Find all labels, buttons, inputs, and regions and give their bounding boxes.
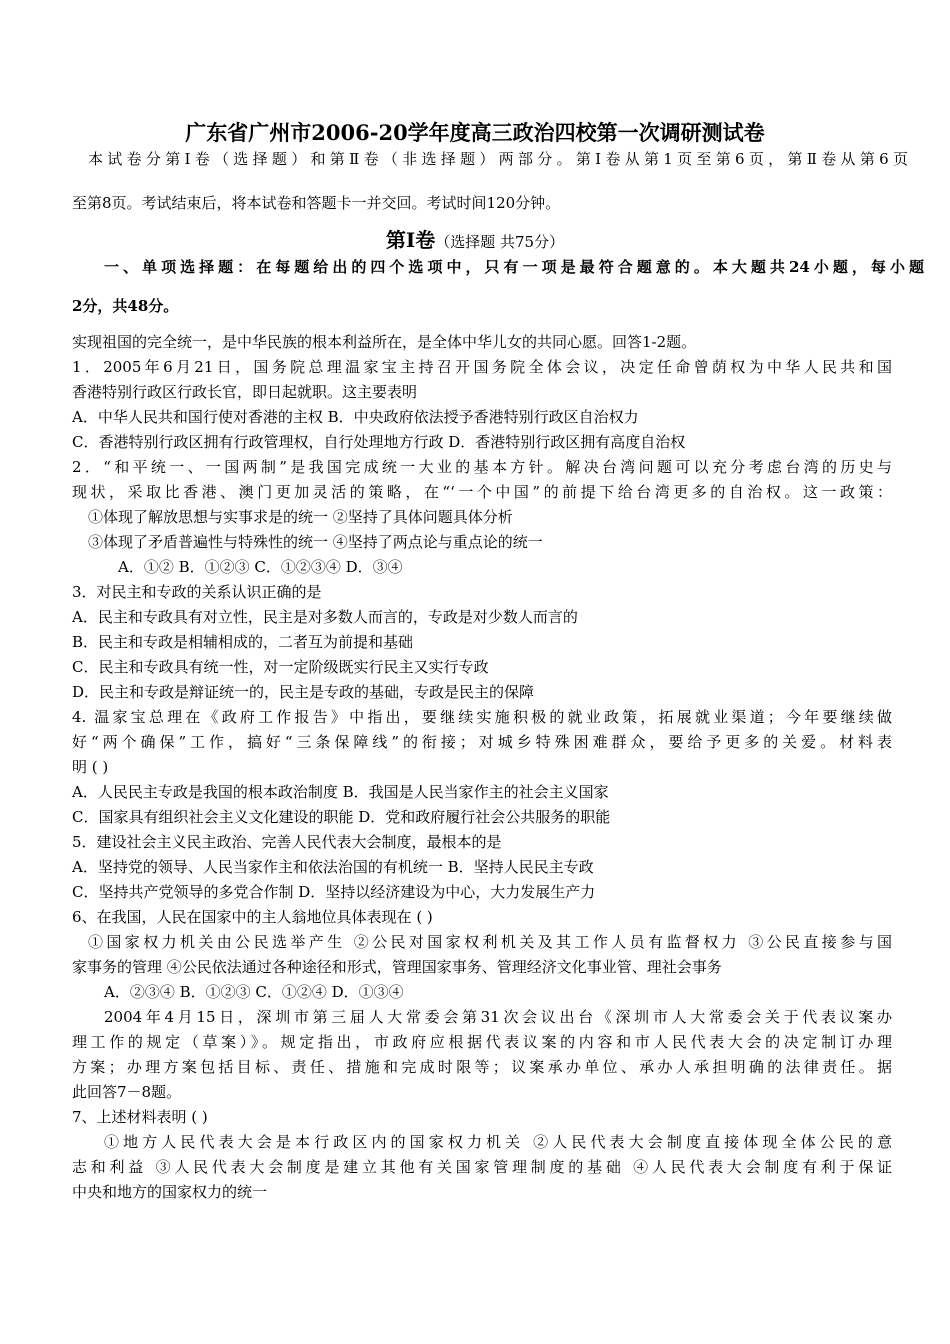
- question-6-statements-1: ①国家权力机关由公民选举产生 ②公民对国家权利机关及其工作人员有监督权力 ③公民直接参与国: [88, 933, 892, 951]
- question-1-stem-1: 1．2005年6月21日，国务院总理温家宝主持召开国务院全体会议，决定任命曾荫权为中华人民共和国: [72, 358, 892, 376]
- section-subtitle: （选择题 共75分）: [435, 233, 565, 251]
- question-1-options-ab: A．中华人民共和国行使对香港的主权 B．中央政府依法授予香港特别行政区自治权力: [72, 408, 639, 426]
- question-5-stem: 5．建设社会主义民主政治、完善人民代表大会制度，最根本的是: [72, 833, 502, 851]
- question-3-option-a: A．民主和专政具有对立性，民主是对多数人而言的，专政是对少数人而言的: [72, 608, 578, 626]
- material-7-8-line-3: 方案；办理方案包括目标、责任、措施和完成时限等；议案承办单位、承办人承担明确的法律责任。据: [72, 1058, 892, 1076]
- question-5-options-cd: C．坚持共产党领导的多党合作制 D．坚持以经济建设为中心，大力发展生产力: [72, 883, 596, 901]
- material-7-8-line-2: 理工作的规定（草案）》。规定指出，市政府应根据代表议案的内容和市人民代表大会的决定制订办理: [72, 1033, 892, 1051]
- question-2-stem-1: 2．“和平统一、一国两制”是我国完成统一大业的基本方针。解决台湾问题可以充分考虑台湾的历史与: [72, 458, 892, 476]
- section-heading: [0, 229, 950, 253]
- question-4-options-ab: A．人民民主专政是我国的根本政治制度 B．我国是人民当家作主的社会主义国家: [72, 783, 609, 801]
- intro-line-1: 本试卷分第Ⅰ卷（选择题）和第Ⅱ卷（非选择题）两部分。第Ⅰ卷从第1页至第6页，第Ⅱ卷从第6页: [88, 150, 908, 168]
- question-6-options: A．②③④ B．①②③ C．①②④ D．①③④: [104, 983, 404, 1001]
- question-1-options-cd: C．香港特别行政区拥有行政管理权，自行处理地方行政 D．香港特别行政区拥有高度自治权: [72, 433, 686, 451]
- question-2-statements-34: ③体现了矛盾普遍性与特殊性的统一 ④坚持了两点论与重点论的统一: [88, 533, 543, 551]
- question-6-stem: 6、在我国，人民在国家中的主人翁地位具体表现在 ( ): [72, 908, 433, 926]
- question-7-statements-1: ①地方人民代表大会是本行政区内的国家权力机关 ②人民代表大会制度直接体现全体公民的意: [104, 1133, 892, 1151]
- exam-title: 广东省广州市2006-20学年度高三政治四校第一次调研测试卷: [185, 120, 765, 145]
- question-2-stem-2: 现状，采取比香港、澳门更加灵活的策略，在“‘一个中国”的前提下给台湾更多的自治权。这一政策：: [72, 483, 892, 501]
- question-1-stem-2: 香港特别行政区行政长官，即日起就职。这主要表明: [72, 383, 418, 401]
- question-2-options: A．①② B．①②③ C．①②③④ D．③④: [118, 558, 403, 576]
- question-7-stem: 7、上述材料表明 ( ): [72, 1108, 208, 1126]
- question-4-stem-2: 好“两个确保”工作，搞好“三条保障线”的衔接；对城乡特殊困难群众，要给予更多的关爱。材料表: [72, 733, 892, 751]
- section-instructions-line-1: 一、单项选择题：在每题给出的四个选项中，只有一项是最符合题意的。本大题共24小题，每小题: [104, 258, 924, 276]
- question-7-statements-3: 中央和地方的国家权力的统一: [72, 1183, 268, 1201]
- question-6-statements-2: 家事务的管理 ④公民依法通过各种途径和形式，管理国家事务、管理经济文化事业管、理社会事务: [72, 958, 722, 976]
- question-2-statements-12: ①体现了解放思想与实事求是的统一 ②坚持了具体问题具体分析: [88, 508, 513, 526]
- material-7-8-line-4: 此回答7－8题。: [72, 1083, 182, 1101]
- question-3-stem: 3．对民主和专政的关系认识正确的是: [72, 583, 322, 601]
- question-3-option-b: B．民主和专政是相辅相成的，二者互为前提和基础: [72, 633, 414, 651]
- material-intro: 实现祖国的完全统一，是中华民族的根本利益所在，是全体中华儿女的共同心愿。回答1-2题。: [72, 333, 697, 351]
- question-4-stem-1: 4. 温家宝总理在《政府工作报告》中指出，要继续实施积极的就业政策，拓展就业渠道；今年要继续做: [72, 708, 892, 726]
- question-5-options-ab: A．坚持党的领导、人民当家作主和依法治国的有机统一 B．坚持人民民主专政: [72, 858, 594, 876]
- question-4-options-cd: C．国家具有组织社会主义文化建设的职能 D．党和政府履行社会公共服务的职能: [72, 808, 611, 826]
- section-title: 第Ⅰ卷: [385, 228, 436, 252]
- question-7-statements-2: 志和利益 ③人民代表大会制度是建立其他有关国家管理制度的基础 ④人民代表大会制度有利于保证: [72, 1158, 892, 1176]
- question-3-option-c: C．民主和专政具有统一性，对一定阶级既实行民主又实行专政: [72, 658, 489, 676]
- material-7-8-line-1: 2004年4月15日，深圳市第三届人大常委会第31次会议出台《深圳市人大常委会关于代表议案办: [104, 1008, 892, 1026]
- question-4-stem-3: 明 ( ): [72, 758, 109, 776]
- section-instructions-line-2: 2分，共48分。: [72, 297, 179, 315]
- intro-line-2: 至第8页。考试结束后，将本试卷和答题卡一并交回。考试时间120分钟。: [72, 194, 561, 212]
- question-3-option-d: D．民主和专政是辩证统一的，民主是专政的基础，专政是民主的保障: [72, 683, 535, 701]
